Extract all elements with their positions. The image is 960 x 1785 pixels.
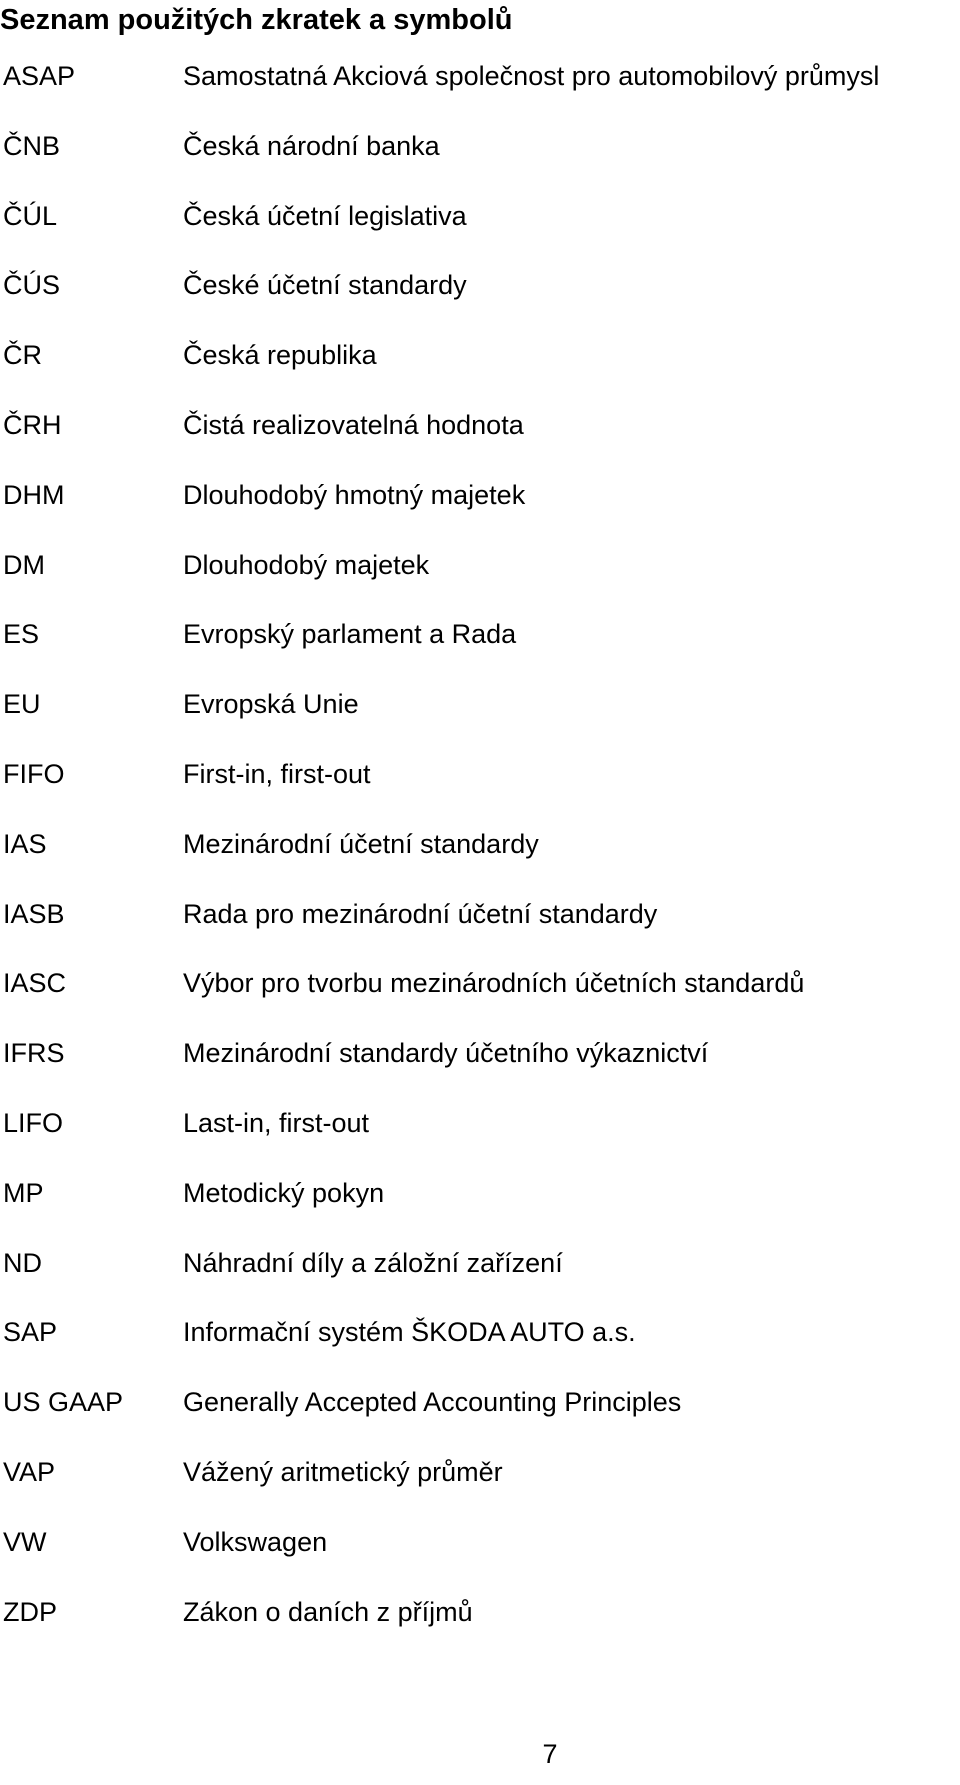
page-number: 7 bbox=[542, 1739, 558, 1769]
abbreviation: ČNB bbox=[3, 130, 61, 161]
abbreviation-row bbox=[0, 401, 960, 471]
abbreviation: FIFO bbox=[3, 758, 65, 789]
abbreviation-row bbox=[0, 820, 960, 890]
abbreviation-meaning: Mezinárodní standardy účetního výkaznictví bbox=[183, 1038, 709, 1069]
abbreviation-meaning: Výbor pro tvorbu mezinárodních účetních standardů bbox=[183, 968, 805, 999]
abbreviation-meaning: First-in, first-out bbox=[183, 758, 371, 789]
abbreviation-meaning: Náhradní díly a záložní zařízení bbox=[183, 1247, 563, 1278]
abbreviation-row bbox=[0, 1588, 960, 1658]
abbreviation-meaning: Česká účetní legislativa bbox=[183, 200, 467, 231]
abbreviation-row bbox=[0, 680, 960, 750]
abbreviation: DHM bbox=[3, 479, 65, 510]
abbreviation-row bbox=[0, 610, 960, 680]
abbreviation-row bbox=[0, 541, 960, 611]
abbreviation-meaning: Zákon o daních z příjmů bbox=[183, 1596, 473, 1627]
abbreviation: EU bbox=[3, 689, 41, 720]
abbreviation-row bbox=[0, 1448, 960, 1518]
abbreviation: US GAAP bbox=[3, 1387, 124, 1418]
abbreviation-meaning: Česká republika bbox=[183, 340, 377, 371]
abbreviation-meaning: Čistá realizovatelná hodnota bbox=[183, 409, 524, 440]
abbreviation-row bbox=[0, 192, 960, 262]
abbreviation-row bbox=[0, 890, 960, 960]
abbreviation-row bbox=[0, 959, 960, 1029]
abbreviation: LIFO bbox=[3, 1107, 64, 1138]
abbreviation: DM bbox=[3, 549, 45, 580]
abbreviation: ZDP bbox=[3, 1596, 57, 1627]
abbreviation: ČRH bbox=[3, 409, 62, 440]
abbreviation-row bbox=[0, 1239, 960, 1309]
abbreviation-row bbox=[0, 52, 960, 122]
abbreviation-row bbox=[0, 750, 960, 820]
abbreviation: ČÚS bbox=[3, 270, 61, 301]
abbreviation-row bbox=[0, 1308, 960, 1378]
abbreviation-row bbox=[0, 122, 960, 192]
abbreviation-row bbox=[0, 1099, 960, 1169]
abbreviation-meaning: Generally Accepted Accounting Principles bbox=[183, 1387, 682, 1418]
abbreviation-meaning: Evropská Unie bbox=[183, 689, 359, 720]
abbreviation: ASAP bbox=[3, 61, 76, 91]
abbreviation-meaning: Samostatná Akciová společnost pro automobilový průmysl bbox=[183, 61, 880, 91]
abbreviation-row bbox=[0, 1518, 960, 1588]
abbreviation-meaning: Informační systém ŠKODA AUTO a.s. bbox=[183, 1317, 636, 1348]
abbreviation-meaning: Volkswagen bbox=[183, 1526, 328, 1557]
abbreviation: VW bbox=[3, 1526, 47, 1557]
abbreviation-row bbox=[0, 261, 960, 331]
abbreviation-row bbox=[0, 1169, 960, 1239]
abbreviation: IASB bbox=[3, 898, 65, 929]
abbreviation-meaning: Dlouhodobý hmotný majetek bbox=[183, 479, 526, 510]
abbreviation-row bbox=[0, 1029, 960, 1099]
abbreviation: IASC bbox=[3, 968, 67, 999]
abbreviation: IFRS bbox=[3, 1038, 65, 1069]
abbreviation-row bbox=[0, 471, 960, 541]
abbreviation-meaning: Vážený aritmetický průměr bbox=[183, 1456, 503, 1487]
abbreviation-row bbox=[0, 331, 960, 401]
abbreviation: SAP bbox=[3, 1317, 58, 1348]
abbreviation: IAS bbox=[3, 828, 47, 859]
abbreviation-meaning: Evropský parlament a Rada bbox=[183, 619, 517, 650]
abbreviation: ES bbox=[3, 619, 40, 650]
abbreviation-meaning: Dlouhodobý majetek bbox=[183, 549, 430, 580]
page-title: Seznam použitých zkratek a symbolů bbox=[0, 4, 513, 36]
abbreviation: ČÚL bbox=[3, 200, 58, 231]
abbreviation-row bbox=[0, 1378, 960, 1448]
abbreviation: ND bbox=[3, 1247, 42, 1278]
abbreviation-meaning: Mezinárodní účetní standardy bbox=[183, 828, 539, 859]
abbreviation: MP bbox=[3, 1177, 44, 1208]
abbreviation-list bbox=[0, 52, 960, 1657]
abbreviation-meaning: Last-in, first-out bbox=[183, 1107, 370, 1138]
abbreviation-meaning: Rada pro mezinárodní účetní standardy bbox=[183, 898, 658, 929]
abbreviation-meaning: České účetní standardy bbox=[183, 270, 467, 301]
abbreviation: ČR bbox=[3, 340, 42, 371]
abbreviation-meaning: Metodický pokyn bbox=[183, 1177, 385, 1208]
abbreviation: VAP bbox=[3, 1456, 56, 1487]
abbreviation-meaning: Česká národní banka bbox=[183, 130, 440, 161]
